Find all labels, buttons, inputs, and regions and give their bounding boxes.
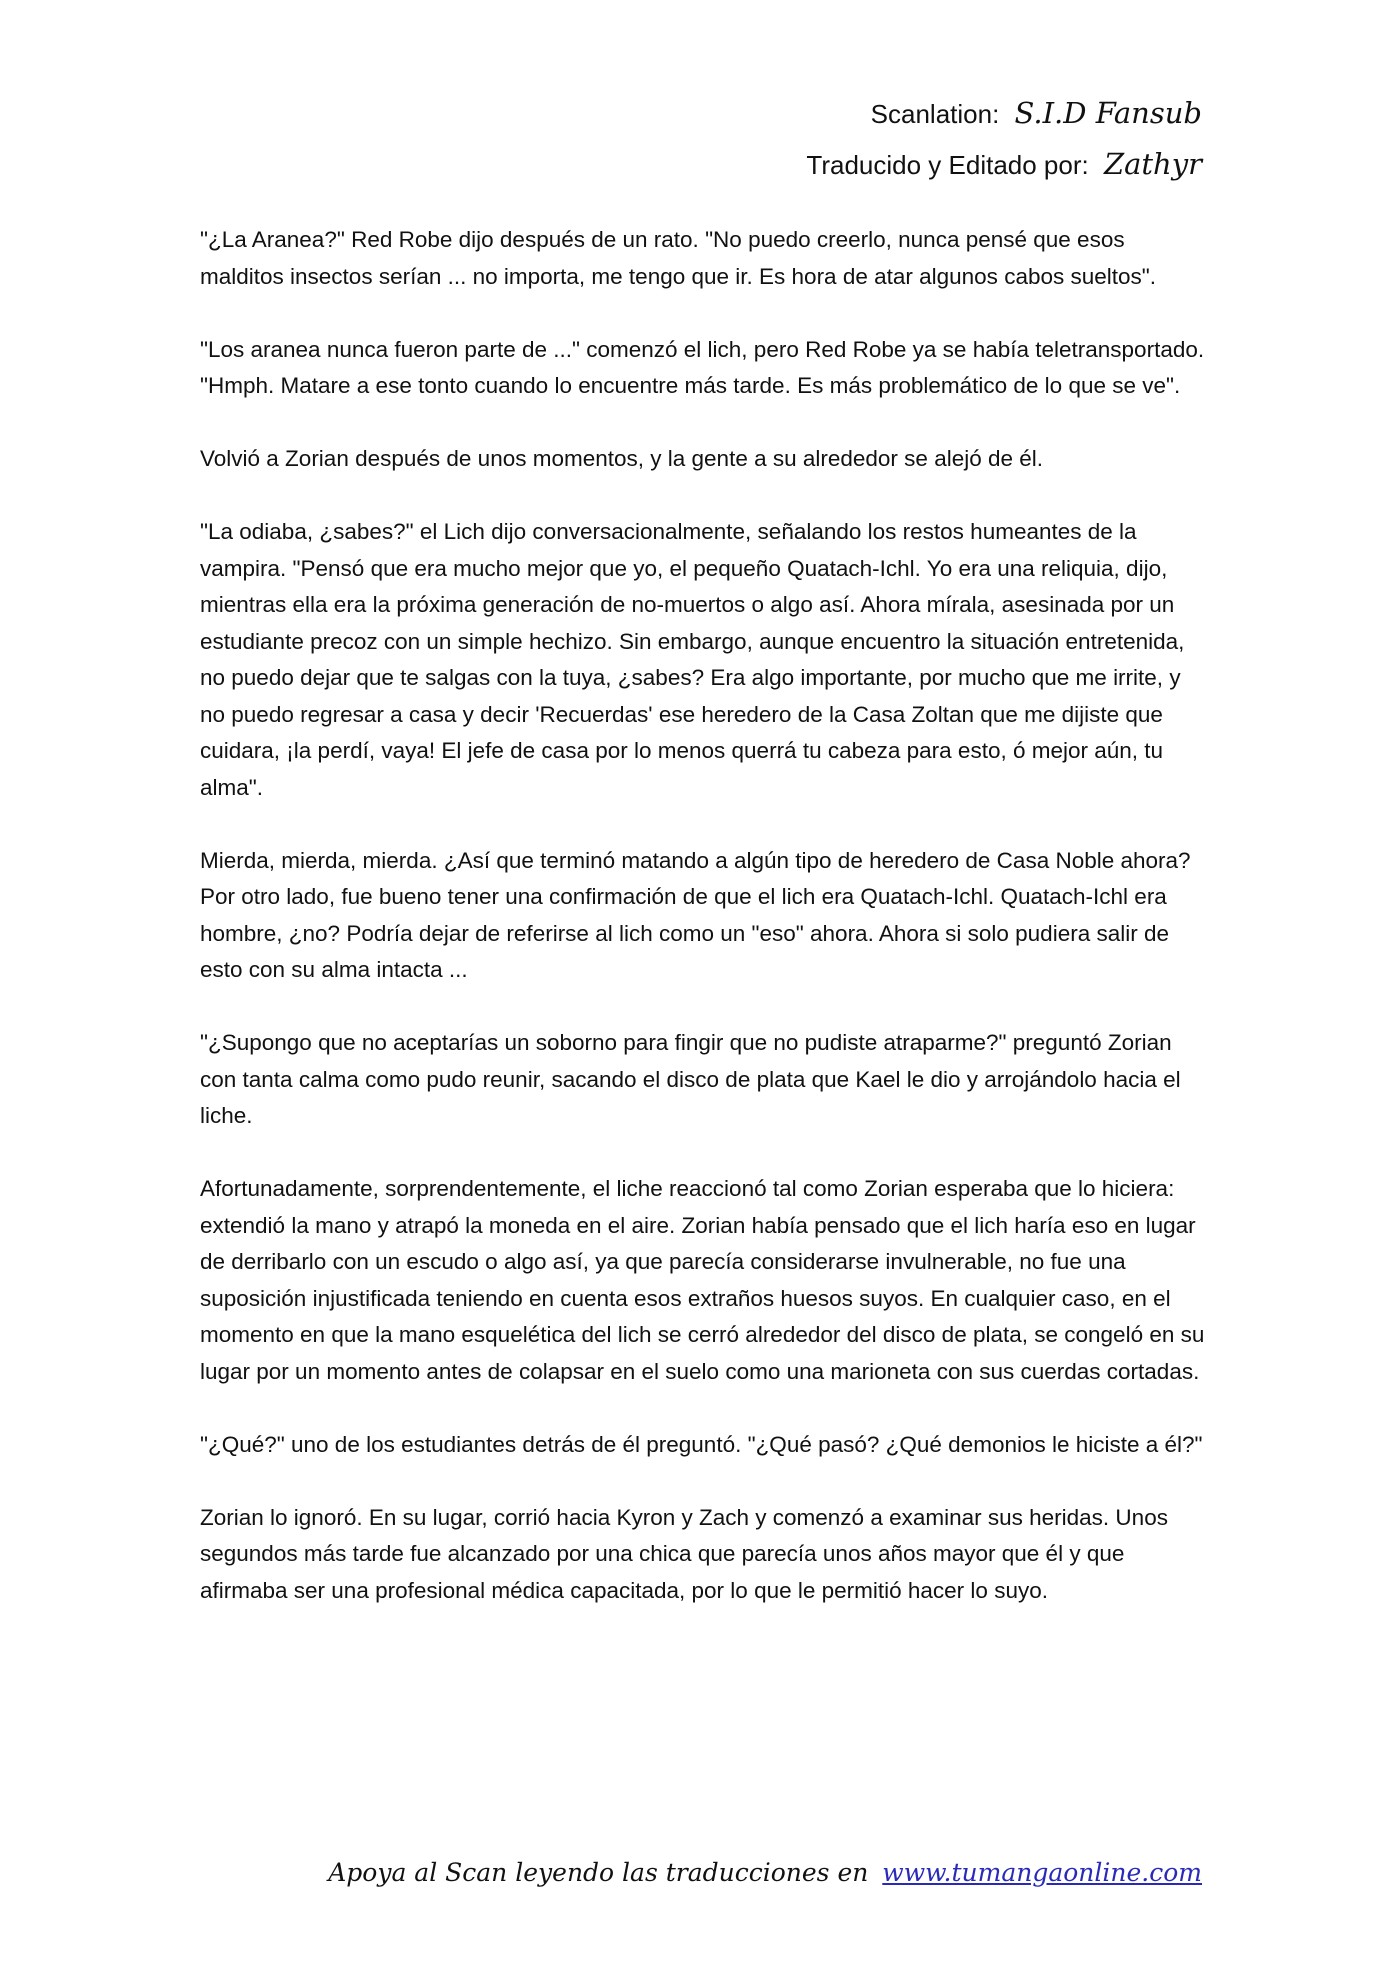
scanlation-name: S.I.D Fansub [1014,96,1202,130]
paragraph: "Los aranea nunca fueron parte de ..." comenzó el lich, pero Red Robe ya se había teletransportado. "Hmph. Matare a ese tonto cuando lo encuentre más tarde. Es más problemático de lo que se ve". [200,336,1205,398]
paragraph: Volvió a Zorian después de unos momentos, y la gente a su alrededor se alejó de él. [200,446,1044,471]
footer-text: Apoya al Scan leyendo las traducciones en [328,1858,869,1887]
paragraph: Afortunadamente, sorprendentemente, el liche reaccionó tal como Zorian esperaba que lo hiciera: extendió la mano y atrapó la moneda en el aire. Zorian había pensado que el lich haría eso en lugar de derribarlo con un escudo o algo así, ya que parecía considerarse invulnerable, no fue una suposición injustificada teniendo en cuenta esos extraños huesos suyos. En cualquier caso, en el momento en que la mano esquelética del lich se cerró alrededor del disco de plata, se congeló en su lugar por un momento antes de colapsar en el suelo como una marioneta con sus cuerdas cortadas. [200,1176,1205,1384]
paragraph: "La odiaba, ¿sabes?" el Lich dijo conversacionalmente, señalando los restos humeantes de la vampira. "Pensó que era mucho mejor que yo, el pequeño Quatach-Ichl. Yo era una reliquia, dijo, mientras ella era la próxima generación de no-muertos o algo así. Ahora mírala, asesinada por un estudiante precoz con un simple hechizo. Sin embargo, aunque encuentro la situación entretenida, no puedo dejar que te salgas con la tuya, ¿sabes? Era algo importante, por mucho que me irrite, y no puedo regresar a casa y decir 'Recuerdas' ese heredero de la Casa Zoltan que me dijiste que cuidara, ¡la perdí, vaya! El jefe de casa por lo menos querrá tu cabeza para esto, ó mejor aún, tu alma". [200,519,1185,800]
translator-name: Zathyr [1103,147,1202,181]
scanlation-label: Scanlation: [870,99,1000,129]
translator-credit [806,139,1202,190]
translator-label: Traducido y Editado por: [806,150,1089,180]
paragraph: Zorian lo ignoró. En su lugar, corrió hacia Kyron y Zach y comenzó a examinar sus heridas. Unos segundos más tarde fue alcanzado por una chica que parecía unos años mayor que él y que afirmaba ser una profesional médica capacitada, por lo que le permitió hacer lo suyo. [200,1504,1168,1603]
credits-block [806,88,1202,190]
paragraph: "¿Supongo que no aceptarías un soborno para fingir que no pudiste atraparme?" preguntó Zorian con tanta calma como pudo reunir, sacando el disco de plata que Kael le dio y arrojándolo hacia el liche. [200,1030,1181,1128]
paragraph: "¿La Aranea?" Red Robe dijo después de un rato. "No puedo creerlo, nunca pensé que esos malditos insectos serían ... no importa, me tengo que ir. Es hora de atar algunos cabos sueltos". [200,227,1157,289]
paragraph: Mierda, mierda, mierda. ¿Así que terminó matando a algún tipo de heredero de Casa Noble ahora? Por otro lado, fue bueno tener una confirmación de que el lich era Quatach-Ichl. Quatach-Ichl era hombre, ¿no? Podría dejar de referirse al lich como un "eso" ahora. Ahora si solo pudiera salir de esto con su alma intacta ... [200,847,1191,982]
scanlation-credit [806,88,1202,139]
paragraph: "¿Qué?" uno de los estudiantes detrás de él preguntó. "¿Qué pasó? ¿Qué demonios le hiciste a él?" [200,1431,1203,1457]
footer-link[interactable]: www.tumangaonline.com [882,1858,1202,1887]
document-body [200,222,1210,1646]
footer-note [328,1858,1202,1887]
